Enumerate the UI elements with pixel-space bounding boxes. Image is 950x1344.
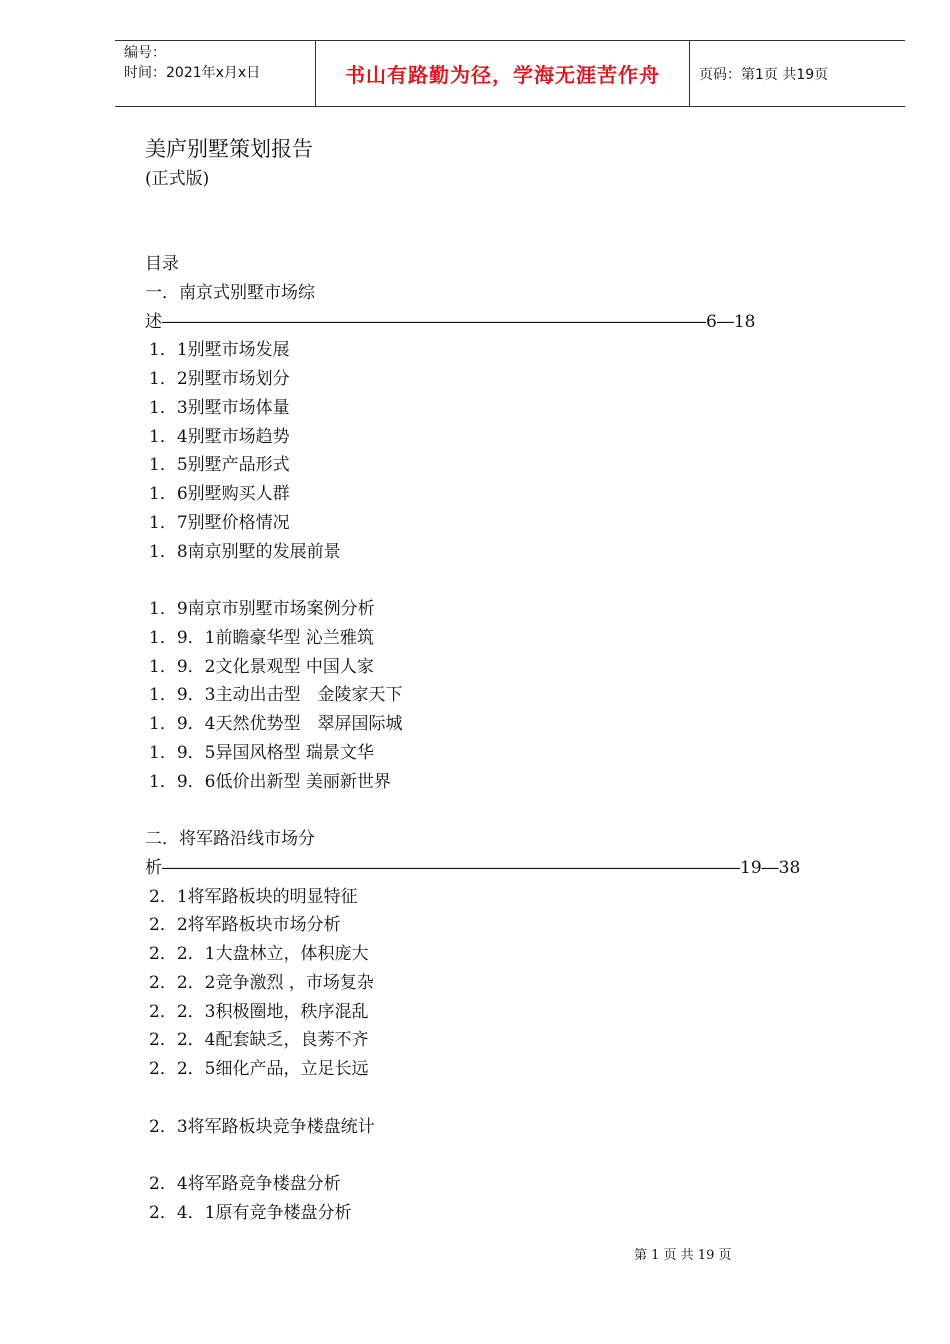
toc-item: 1．9．5异国风格型 瑞景文华 bbox=[149, 742, 374, 763]
page-footer: 第 1 页 共 19 页 bbox=[634, 1248, 732, 1263]
toc-item: 2．4将军路竞争楼盘分析 bbox=[149, 1174, 341, 1194]
toc-item: 1．9．3主动出击型 金陵家天下 bbox=[149, 685, 403, 706]
toc-spacer bbox=[145, 1141, 845, 1170]
toc-item: 1．2别墅市场划分 bbox=[149, 369, 290, 389]
table-of-contents bbox=[145, 250, 845, 1228]
toc-item: 1．4别墅市场趋势 bbox=[149, 426, 290, 447]
toc-item: 1．9．1前瞻豪华型 沁兰雅筑 bbox=[149, 627, 374, 648]
toc-section-2-title: 二．将军路沿线市场分 bbox=[145, 829, 315, 849]
toc-spacer bbox=[145, 1084, 845, 1113]
header-page-label: 页码：第1页 共19页 bbox=[699, 66, 829, 83]
toc-item: 2．2．5细化产品，立足长远 bbox=[149, 1059, 369, 1079]
toc-section-2-leader: 析――――――――――――――――――――――――――――――――――19―38 bbox=[145, 857, 801, 878]
toc-item: 1．7别墅价格情况 bbox=[149, 512, 290, 533]
toc-item: 2．4．1原有竞争楼盘分析 bbox=[149, 1202, 352, 1223]
toc-item: 2．2．4配套缺乏，良莠不齐 bbox=[149, 1030, 369, 1051]
header-time-label: 时间：2021年x月x日 bbox=[124, 65, 261, 81]
toc-spacer bbox=[145, 796, 845, 825]
toc-item: 2．1将军路板块的明显特征 bbox=[149, 886, 358, 907]
header-motto: 书山有路勤为径，学海无涯苦作舟 bbox=[345, 63, 660, 87]
toc-item: 2．2将军路板块市场分析 bbox=[149, 915, 341, 936]
document-subtitle: (正式版) bbox=[145, 169, 210, 189]
toc-item: 2．2．3积极圈地，秩序混乱 bbox=[149, 1001, 369, 1022]
toc-item: 1．9南京市别墅市场案例分析 bbox=[149, 599, 375, 619]
toc-item: 2．2．2竞争激烈 ，市场复杂 bbox=[149, 972, 374, 993]
toc-item: 1．9．6低价出新型 美丽新世界 bbox=[149, 771, 391, 792]
page-header bbox=[115, 40, 905, 107]
toc-heading: 目录 bbox=[145, 254, 179, 274]
header-meta-cell bbox=[115, 41, 316, 106]
header-page-cell bbox=[690, 41, 905, 106]
toc-item: 1．8南京别墅的发展前景 bbox=[149, 541, 341, 562]
toc-item: 1．6别墅购买人群 bbox=[149, 484, 290, 504]
header-number-label: 编号： bbox=[124, 45, 166, 61]
toc-section-1-leader: 述――――――――――――――――――――――――――――――――6―18 bbox=[145, 311, 756, 332]
document-title: 美庐别墅策划报告 bbox=[145, 137, 313, 161]
toc-section-1-title: 一．南京式别墅市场综 bbox=[145, 282, 315, 303]
toc-item: 2．2．1大盘林立，体积庞大 bbox=[149, 944, 369, 964]
header-motto-cell bbox=[316, 41, 690, 106]
toc-item: 1．3别墅市场体量 bbox=[149, 397, 290, 418]
toc-item: 1．1别墅市场发展 bbox=[149, 340, 290, 361]
toc-item: 1．9．2文化景观型 中国人家 bbox=[149, 656, 374, 677]
toc-item: 1．9．4天然优势型 翠屏国际城 bbox=[149, 714, 403, 734]
toc-spacer bbox=[145, 566, 845, 595]
toc-item: 1．5别墅产品形式 bbox=[149, 455, 290, 476]
toc-item: 2．3将军路板块竞争楼盘统计 bbox=[149, 1116, 375, 1137]
